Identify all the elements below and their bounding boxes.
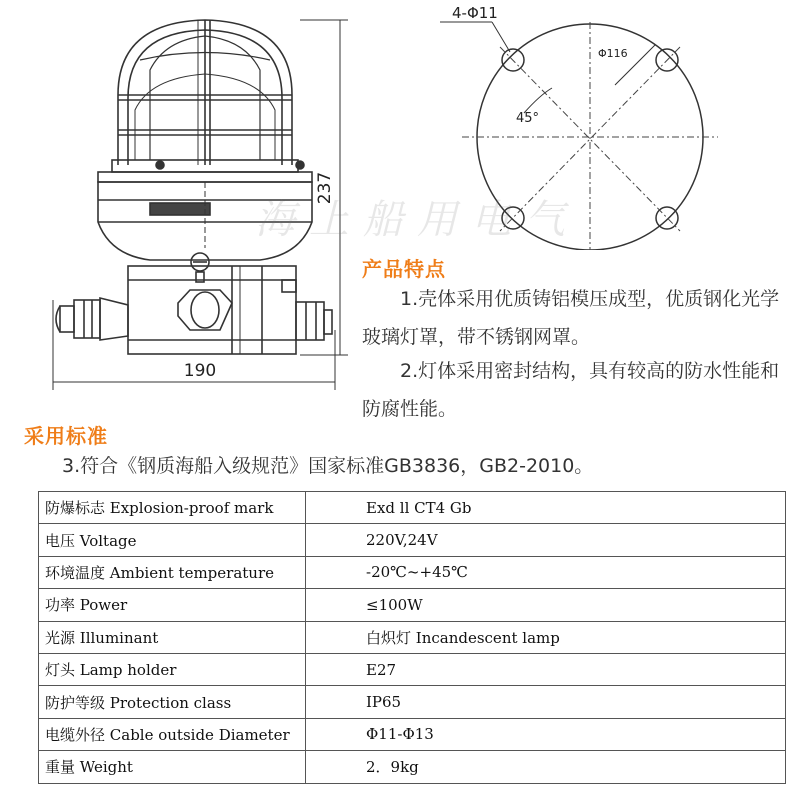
table-row (39, 621, 786, 653)
height-dimension-label: 237 (315, 171, 335, 205)
spec-label: 电缆外径 Cable outside Diameter (39, 718, 306, 750)
spec-label: 灯头 Lamp holder (39, 653, 306, 685)
holes-label: 4-Φ11 (452, 4, 498, 22)
table-row (39, 492, 786, 524)
spec-label: 重量 Weight (39, 751, 306, 783)
table-row (39, 524, 786, 556)
spec-label: 功率 Power (39, 589, 306, 621)
feature-item-1: 1.壳体采用优质铸铝模压成型，优质钢化光学玻璃灯罩，带不锈钢网罩。 (362, 288, 780, 348)
spec-value: ≤100W (306, 589, 786, 621)
spec-value: -20℃~+45℃ (306, 556, 786, 588)
table-row (39, 556, 786, 588)
spec-label: 环境温度 Ambient temperature (39, 556, 306, 588)
table-row (39, 653, 786, 685)
spec-value: 白炽灯 Incandescent lamp (306, 621, 786, 653)
angle-label: 45° (516, 111, 540, 126)
table-row (39, 718, 786, 750)
circle-diameter-label: Φ116 (598, 47, 628, 60)
spec-value: E27 (306, 653, 786, 685)
spec-table (38, 491, 786, 784)
spec-value: Φ11-Φ13 (306, 718, 786, 750)
watermark-logo: 海上船用电气 (255, 197, 579, 243)
spec-value: 2．9kg (306, 751, 786, 783)
standards-heading: 采用标准 (24, 424, 108, 448)
feature-item-2: 2.灯体采用密封结构，具有较高的防水性能和防腐性能。 (362, 360, 780, 420)
table-row (39, 686, 786, 718)
standard-item-3: 3.符合《钢质海船入级规范》国家标准GB3836，GB2-2010。 (62, 455, 594, 477)
spec-value: 220V,24V (306, 524, 786, 556)
spec-label: 防爆标志 Explosion-proof mark (39, 492, 306, 524)
table-row (39, 589, 786, 621)
spec-value: IP65 (306, 686, 786, 718)
spec-label: 电压 Voltage (39, 524, 306, 556)
features-heading: 产品特点 (362, 257, 446, 281)
table-row (39, 751, 786, 783)
spec-label: 光源 Illuminant (39, 621, 306, 653)
spec-value: Exd ll CT4 Gb (306, 492, 786, 524)
spec-label: 防护等级 Protection class (39, 686, 306, 718)
width-dimension-label: 190 (183, 361, 217, 381)
